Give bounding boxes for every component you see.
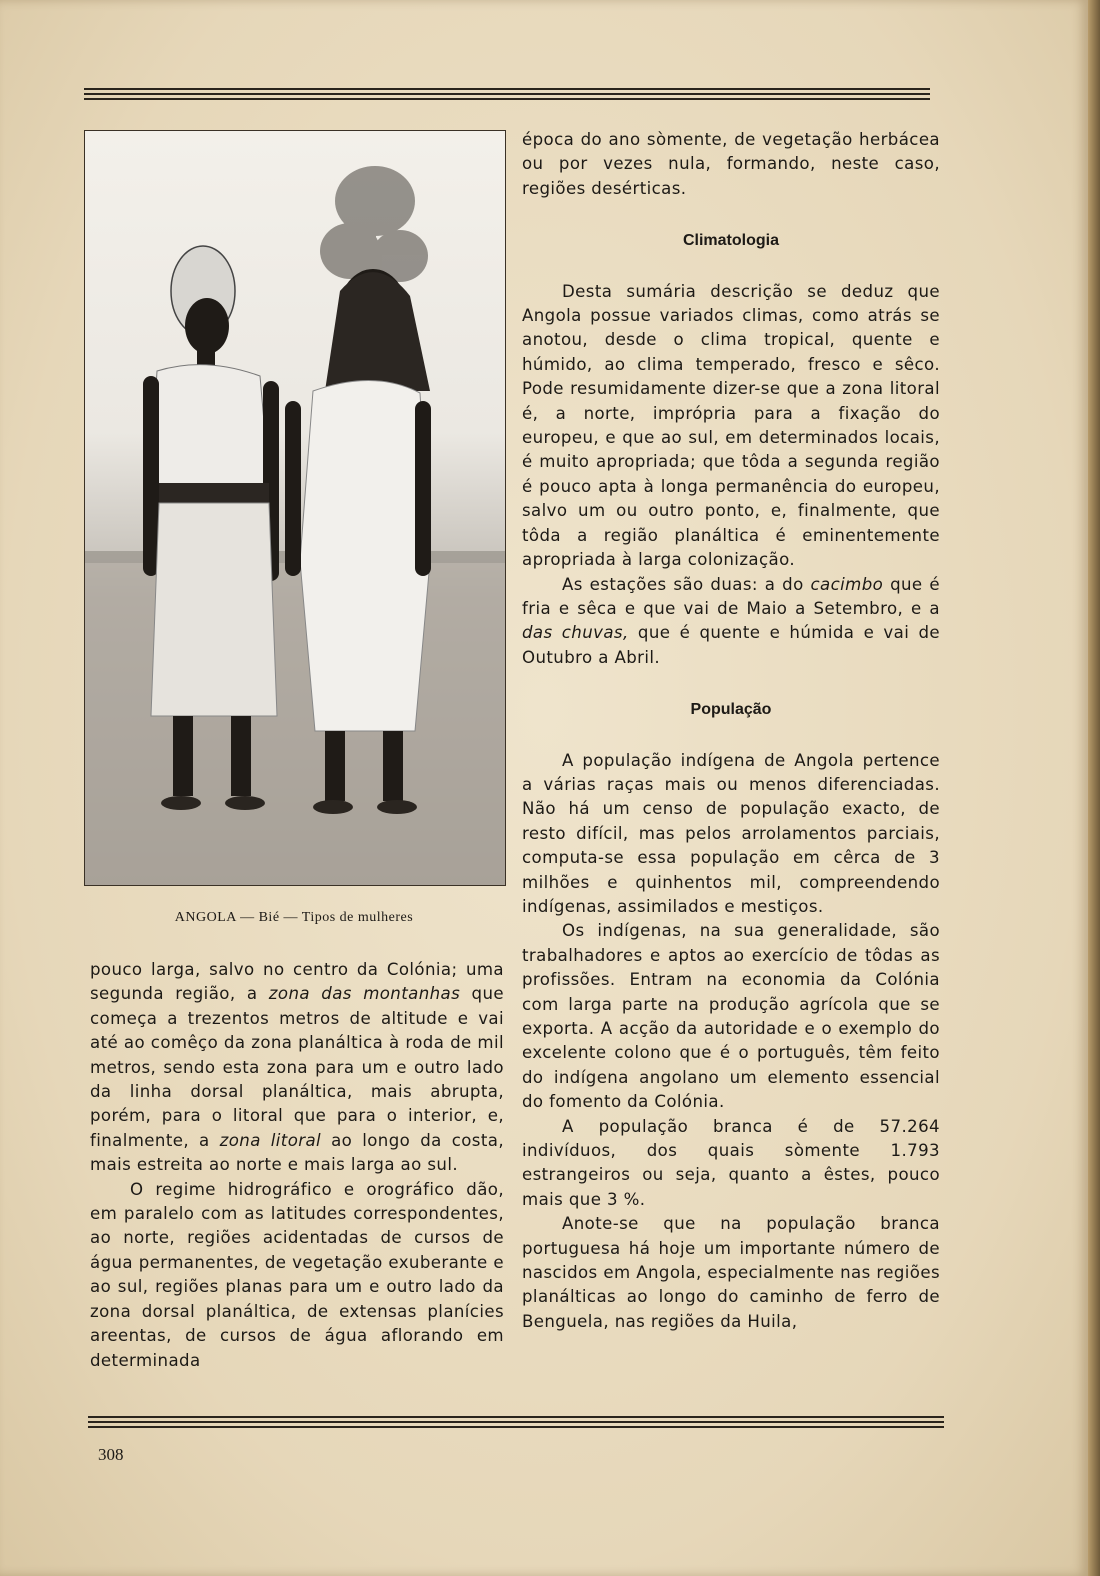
photo-illustration <box>85 131 505 885</box>
paragraph-climates: Desta sumária descrição se deduz que Angola possue variados climas, como atrás se anotou, desde o clima tropical, quente e húmido, ao clima temperado, fresco e sêco. Pode resumidamente dizer-se que a zona litoral é, a norte, imprópria para a fixação do europeu, e que ao sul, em determinados locais, é muito apropriada; que tôda a segunda região é pouco apta à longa permanência do europeu, salvo um ou outro ponto, e, finalmente, que tôda a região planáltica é eminentemente apropriada à larga colonização. <box>522 281 940 570</box>
right-text-column <box>522 128 940 1334</box>
heading-populacao: População <box>690 701 772 719</box>
paragraph-indigenous-work: Os indígenas, na sua generalidade, são trabalhadores e aptos ao exercício de tôdas as profissões. Entram na economia da Colónia com larga parte na produção agrícola que se exporta. A acção da autoridade e o exemplo do excelente colono que é o português, têm feito do indígena angolano um elemento essencial do fomento da Colónia. <box>522 921 940 1112</box>
paragraph-continuation: época do ano sòmente, de vegetação herbácea ou por vezes nula, formando, neste caso, regiões desérticas. <box>522 130 940 198</box>
paragraph-hydrography: O regime hidrográfico e orográfico dão, em paralelo com as latitudes correspondentes, ao norte, regiões acidentadas de cursos de água permanentes, de vegetação exuberante e ao sul, regiões planas para um e outro lado da zona dorsal planáltica, de extensas planícies areentas, de cursos de água aflorando em determinada <box>90 1179 504 1370</box>
paragraph-indigenous-population: A população indígena de Angola pertence a várias raças mais ou menos diferenciadas. Não há um censo de população exacto, de resto difícil, mas pelos arrolamentos parciais, computa-se essa população em cêrca de 3 milhões e quinhentos mil, compreendendo indígenas, assimilados e mestiços. <box>522 750 940 916</box>
paragraph-regions: pouco larga, salvo no centro da Colónia; uma segunda região, a zona das montanhas que começa a trezentos metros de altitude e vai até ao comêço da zona planáltica à roda de mil metros, sendo esta zona para um e outro lado da linha dorsal planáltica, mais abrupta, porém, para o litoral que para o interior, e, finalmente, a zona litoral ao longo da costa, mais estreita ao norte e mais larga ao sul. <box>90 960 504 1175</box>
paragraph-seasons: As estações são duas: a do cacimbo que é fria e sêca e que vai de Maio a Setembro, e a das chuvas, que é quente e húmida e vai de Outubro a Abril. <box>522 574 940 667</box>
bottom-rule <box>88 1416 944 1431</box>
paragraph-white-population: A população branca é de 57.264 indivíduos, dos quais sòmente 1.793 estrangeiros ou seja, quanto a êstes, pouco mais que 3 %. <box>522 1116 940 1209</box>
page-number: 308 <box>98 1445 124 1464</box>
photo-caption: ANGOLA — Bié — Tipos de mulheres <box>174 910 414 925</box>
photograph-two-women <box>84 130 506 886</box>
left-text-column <box>90 958 504 1373</box>
paragraph-born-in-angola: Anote-se que na população branca portuguesa há hoje um importante número de nascidos em Angola, especialmente nas regiões planálticas ao longo do caminho de ferro de Benguela, nas regiões da Huila, <box>522 1214 940 1331</box>
page-edge <box>1088 0 1100 1576</box>
heading-climatologia: Climatologia <box>682 232 779 250</box>
top-rule <box>84 88 930 103</box>
